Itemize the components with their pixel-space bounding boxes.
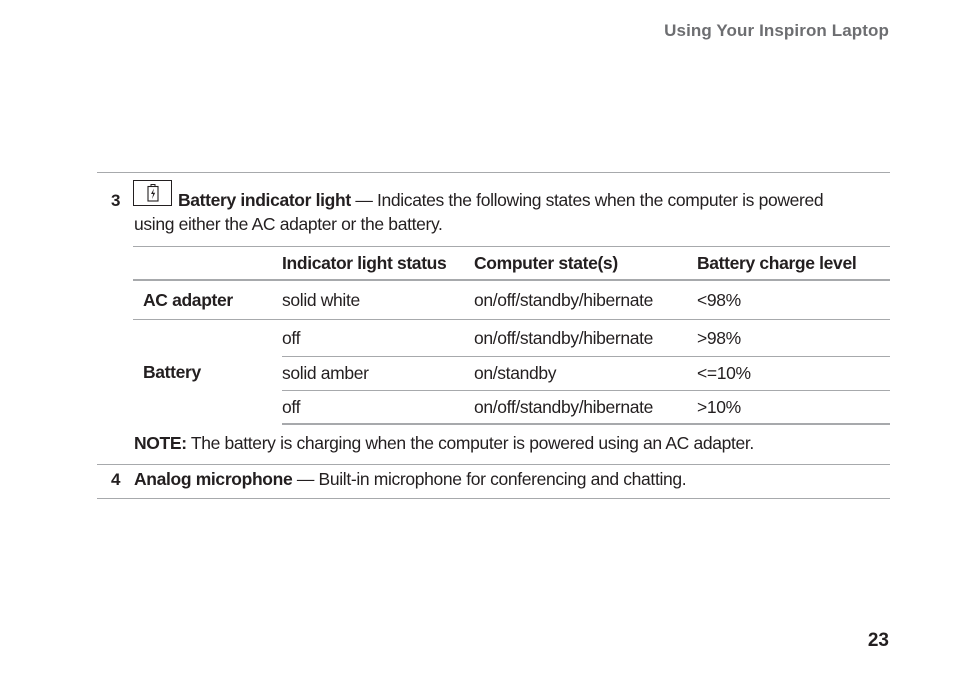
section-divider-middle [97, 464, 890, 465]
item3-title: Battery indicator light [178, 190, 351, 210]
row-level: >10% [697, 391, 890, 425]
table-header-row [133, 247, 890, 281]
row-state: on/off/standby/hibernate [474, 280, 697, 320]
row-status: off [282, 391, 474, 425]
row-status: solid amber [282, 357, 474, 391]
row-level: <=10% [697, 357, 890, 391]
item3-description-2: using either the AC adapter or the battery. [134, 214, 443, 234]
item4-title: Analog microphone [134, 469, 293, 489]
row-status: solid white [282, 280, 474, 320]
battery-states-table [133, 246, 890, 425]
item-number-3: 3 [111, 191, 121, 210]
table-header-state: Computer state(s) [474, 247, 697, 281]
row-source: Battery [143, 361, 201, 382]
row-level: <98% [697, 280, 890, 320]
item3-first-line [178, 190, 823, 211]
item4-description: — Built-in microphone for conferencing and chatting. [292, 469, 687, 489]
item3-description-1: — Indicates the following states when the computer is powered [350, 190, 824, 210]
item4-line [134, 469, 686, 490]
section-divider-bottom [97, 498, 890, 499]
row-status: off [282, 320, 474, 357]
row-source: AC adapter [133, 280, 282, 320]
page-number: 23 [867, 630, 889, 651]
table-row [133, 280, 890, 320]
note-paragraph [134, 433, 754, 454]
page-header: Using Your Inspiron Laptop [664, 21, 889, 40]
battery-icon [133, 180, 172, 206]
row-state: on/off/standby/hibernate [474, 391, 697, 425]
table-header-status: Indicator light status [282, 247, 474, 281]
table-header-level: Battery charge level [697, 247, 890, 281]
section-divider-top [97, 172, 890, 173]
note-text: The battery is charging when the computer is powered using an AC adapter. [186, 433, 754, 453]
table-header-empty [133, 247, 282, 281]
battery-glyph [147, 184, 159, 202]
table-row [133, 320, 890, 357]
row-state: on/off/standby/hibernate [474, 320, 697, 357]
row-state: on/standby [474, 357, 697, 391]
item-number-4: 4 [111, 470, 121, 489]
note-label: NOTE: [134, 433, 187, 453]
row-level: >98% [697, 320, 890, 357]
